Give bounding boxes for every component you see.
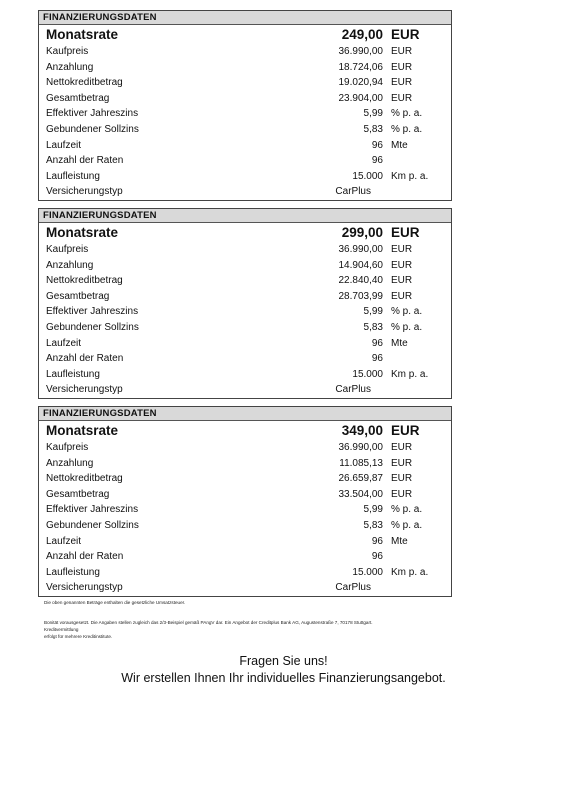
row-unit: EUR [391,473,413,485]
row-gebundener-sollzins [39,320,451,336]
row-label: Kaufpreis [46,244,89,255]
row-value: 14.904,60 [338,259,383,271]
row-value: 36.990,00 [338,46,383,57]
row-label: Nettokreditbetrag [46,473,123,485]
row-unit: Km p. a. [391,170,429,182]
row-unit: EUR [391,290,413,302]
row-versicherungstyp [39,580,451,596]
row-anzahl-der-raten [39,351,451,367]
row-label: Anzahlung [46,457,94,469]
row-label: Anzahl der Raten [46,353,124,365]
monthly-rate-row [39,223,451,242]
monthly-rate-unit: EUR [391,27,420,42]
footnote-brokerage: Kreditvermittlung [44,627,79,632]
row-label: Laufzeit [46,139,82,151]
row-label: Gebundener Sollzins [46,123,139,135]
row-value: 33.504,00 [338,488,383,500]
row-value: 26.659,87 [338,473,383,485]
row-unit: Mte [391,337,408,349]
monthly-rate-label: Monatsrate [46,27,119,42]
row-label: Versicherungstyp [46,582,123,594]
monthly-rate-row [39,25,451,44]
row-value: 22.840,40 [338,275,383,287]
row-value: 15.000 [352,566,383,578]
row-label: Versicherungstyp [46,186,123,198]
row-unit: EUR [391,46,413,57]
row-value: 19.020,94 [338,77,383,89]
row-label: Anzahl der Raten [46,551,124,563]
row-unit: EUR [391,244,413,255]
monthly-rate-label: Monatsrate [46,423,119,438]
row-value: 5,83 [363,123,383,135]
row-unit: Km p. a. [391,368,429,380]
row-label: Gebundener Sollzins [46,519,139,531]
cta-offer: Wir erstellen Ihnen Ihr individuelles Finanzierungsangebot. [121,671,446,685]
financing-box-2 [38,208,452,399]
row-value: 96 [371,353,383,365]
row-value: 36.990,00 [338,442,383,453]
row-unit: EUR [391,259,413,271]
row-value: 96 [371,337,383,349]
row-effektiver-jahreszins [39,106,451,122]
row-gesamtbetrag [39,289,451,305]
row-unit: EUR [391,457,413,469]
row-label: Laufleistung [46,566,100,578]
footnote-vat: Die oben genannten Beträge enthalten die gesetzliche Umsatzsteuer. [44,600,186,605]
row-label: Nettokreditbetrag [46,275,123,287]
row-nettokreditbetrag [39,273,451,289]
row-kaufpreis [39,242,451,258]
row-unit: % p. a. [391,519,423,531]
row-versicherungstyp [39,184,451,200]
row-label: Laufleistung [46,170,100,182]
row-effektiver-jahreszins [39,502,451,518]
row-label: Effektiver Jahreszins [46,504,139,516]
row-anzahlung [39,258,451,274]
row-anzahl-der-raten [39,549,451,565]
row-value: 5,83 [363,519,383,531]
financing-box-heading: FINANZIERUNGSDATEN [39,11,451,25]
row-unit: Km p. a. [391,566,429,578]
row-value: 5,99 [363,504,383,516]
monthly-rate-value: 299,00 [341,225,383,240]
row-laufzeit [39,534,451,550]
row-laufleistung [39,565,451,581]
row-label: Effektiver Jahreszins [46,306,139,318]
row-value: 18.724,06 [338,61,383,73]
row-laufleistung [39,367,451,383]
monthly-rate-unit: EUR [391,423,420,438]
monthly-rate-label: Monatsrate [46,225,119,240]
row-value: CarPlus [335,384,371,396]
row-label: Laufzeit [46,337,82,349]
row-value: 5,99 [363,108,383,120]
row-unit: EUR [391,92,413,104]
financing-box-heading: FINANZIERUNGSDATEN [39,407,451,421]
row-anzahlung [39,60,451,76]
row-label: Gesamtbetrag [46,290,110,302]
row-label: Nettokreditbetrag [46,77,123,89]
row-nettokreditbetrag [39,471,451,487]
row-value: 96 [371,535,383,547]
row-kaufpreis [39,440,451,456]
row-anzahl-der-raten [39,153,451,169]
row-value: 96 [371,155,383,167]
row-laufzeit [39,336,451,352]
row-value: 28.703,99 [338,290,383,302]
row-unit: EUR [391,442,413,453]
cta-question: Fragen Sie uns! [239,654,328,668]
row-label: Versicherungstyp [46,384,123,396]
footnote-legal: Bonität vorausgesetzt. Die Angaben stellen zugleich das 2/3-Beispiel gemäß PAngV dar. Ein Angebot der Creditplus Bank AG, Augustenstraße 7, 70178 Stuttgart. [44,620,373,625]
row-laufleistung [39,169,451,185]
row-value: 5,83 [363,321,383,333]
row-label: Kaufpreis [46,442,89,453]
row-value: 23.904,00 [338,92,383,104]
row-label: Anzahl der Raten [46,155,124,167]
row-unit: % p. a. [391,504,423,516]
row-value: 96 [371,139,383,151]
row-unit: EUR [391,61,413,73]
row-value: 36.990,00 [338,244,383,255]
monthly-rate-unit: EUR [391,225,420,240]
row-gesamtbetrag [39,487,451,503]
row-unit: Mte [391,139,408,151]
row-label: Laufzeit [46,535,82,547]
row-value: CarPlus [335,582,371,594]
row-value: 96 [371,551,383,563]
row-unit: EUR [391,488,413,500]
financing-box-heading: FINANZIERUNGSDATEN [39,209,451,223]
row-unit: % p. a. [391,123,423,135]
row-value: 15.000 [352,368,383,380]
row-value: 11.085,13 [339,457,383,469]
footnote-institutes: erfolgt für mehrere Kreditinstitute. [44,634,113,639]
monthly-rate-value: 349,00 [341,423,383,438]
row-unit: EUR [391,77,413,89]
row-versicherungstyp [39,382,451,398]
row-anzahlung [39,456,451,472]
row-nettokreditbetrag [39,75,451,91]
row-gebundener-sollzins [39,122,451,138]
row-unit: % p. a. [391,306,423,318]
row-laufzeit [39,138,451,154]
row-unit: % p. a. [391,321,423,333]
row-gesamtbetrag [39,91,451,107]
monthly-rate-row [39,421,451,440]
row-label: Laufleistung [46,368,100,380]
row-kaufpreis [39,44,451,60]
row-label: Effektiver Jahreszins [46,108,139,120]
row-value: 5,99 [363,306,383,318]
row-gebundener-sollzins [39,518,451,534]
row-value: 15.000 [352,170,383,182]
row-label: Kaufpreis [46,46,89,57]
row-label: Anzahlung [46,61,94,73]
row-label: Gebundener Sollzins [46,321,139,333]
row-unit: % p. a. [391,108,423,120]
row-unit: Mte [391,535,408,547]
row-label: Anzahlung [46,259,94,271]
financing-box-1 [38,10,452,201]
row-effektiver-jahreszins [39,304,451,320]
monthly-rate-value: 249,00 [341,27,383,42]
financing-box-3 [38,406,452,597]
row-unit: EUR [391,275,413,287]
row-value: CarPlus [335,186,371,198]
row-label: Gesamtbetrag [46,92,110,104]
row-label: Gesamtbetrag [46,488,110,500]
